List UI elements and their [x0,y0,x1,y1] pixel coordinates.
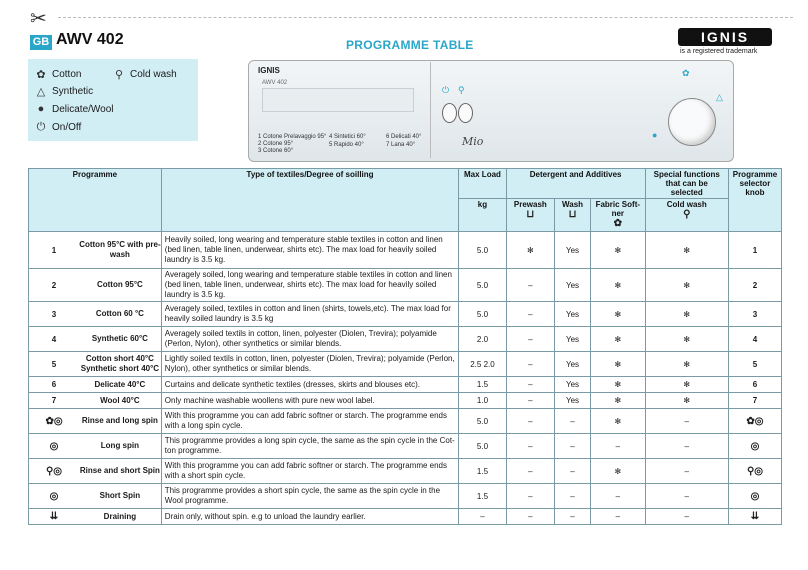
row-name: Long spin [100,441,139,450]
power-icon: ⏻ [442,85,450,95]
row-number: 1 [51,245,57,255]
panel-program-5: 5 Rapido 40° [329,142,364,148]
cold-wash-icon: ⚲ [114,69,124,81]
row-number: 5 [51,359,57,369]
row-prewash: – [506,409,554,434]
kg-label: kg [477,200,488,209]
row-name: Delicate 40°C [94,379,146,389]
row-softener: ✻ [591,393,646,409]
col-cold-wash [645,199,728,232]
panel-model: AWV 402 [262,80,288,86]
rinse-spin-icon: ✿◎ [728,409,781,434]
row-number: 4 [51,334,57,344]
row-name: Wool 40°C [100,395,140,405]
row-knob: 5 [728,352,781,377]
row-number: 3 [51,309,57,319]
row-programme [29,509,162,525]
row-number: 6 [51,380,57,389]
cold-wash-label: Cold wash [666,200,707,209]
row-programme [29,409,162,434]
row-cold: ✻ [645,269,728,302]
row-prewash: – [506,352,554,377]
table-row [29,232,782,269]
row-knob: 2 [728,269,781,302]
row-wash: – [555,409,591,434]
row-softener: ✻ [591,377,646,393]
cold-wash-icon: ⚲ [683,209,691,220]
softener-compartment-icon: ✿ [613,218,622,229]
row-desc: This programme provides a short spin cycle, the same as the spin cycle in the Wool programme. [161,484,459,509]
draining-icon: ⇊ [49,511,59,522]
row-programme [29,232,162,269]
legend-synthetic-label: Synthetic [52,86,94,97]
panel-program-1: 1 Cotone Prelavaggio 95° [258,134,327,140]
delicate-icon: ● [37,103,45,115]
row-desc: Lightly soiled textils in cotton, linen, polyester (Diolen, Trevira); polyamide (Perlon, Nylon), other synthetics or similar blends. [161,352,459,377]
panel-program-4: 4 Sintetici 60° [329,134,366,140]
table-row [29,352,782,377]
row-cold: – [645,409,728,434]
row-prewash: – [506,484,554,509]
row-cold: – [645,459,728,484]
cut-line [58,17,793,18]
row-desc: This programme provides a long spin cycle, the same as the spin cycle in the Cot-ton programme. [161,434,459,459]
delicate-icon: ● [652,130,658,140]
row-name: Synthetic 60°C [91,334,148,343]
legend-cold-wash [112,68,177,81]
cotton-icon: ✿ [682,68,690,78]
col-prewash [506,199,554,232]
legend-box [28,59,198,141]
long-spin-icon: ◎ [49,440,59,452]
row-prewash: – [506,509,554,525]
row-load: 1.5 [459,459,506,484]
row-wash: – [555,434,591,459]
row-programme [29,459,162,484]
row-softener: – [591,484,646,509]
row-load: 1.0 [459,393,506,409]
softener-label: Fabric Soft-ner [595,200,641,218]
table-row [29,459,782,484]
row-desc: With this programme you can add fabric softner or starch. The programme ends with a short spin cycle. [161,459,459,484]
draining-icon: ⇊ [728,509,781,525]
panel-program-2: 2 Cotone 95° [258,141,294,147]
brand-logo: IGNIS [678,28,772,46]
row-desc: With this programme you can add fabric softner or starch. The programme ends with a long spin cycle. [161,409,459,434]
row-prewash: – [506,434,554,459]
row-desc: Only machine washable woollens with pure new wool label. [161,393,459,409]
row-cold: ✻ [645,232,728,269]
legend-onoff [34,121,81,134]
row-softener: ✻ [591,352,646,377]
row-name: Cotton short 40°C Synthetic short 40°C [80,354,160,373]
panel-program-6: 6 Delicati 40° [386,134,422,140]
programme-table [28,168,782,525]
table-row [29,302,782,327]
row-name: Rinse and short Spin [79,466,160,475]
row-programme [29,393,162,409]
table-row [29,377,782,393]
row-cold: – [645,509,728,525]
row-load: 5.0 [459,409,506,434]
row-wash: Yes [555,393,591,409]
row-prewash: – [506,269,554,302]
page-title: PROGRAMME TABLE [346,38,474,52]
row-cold: ✻ [645,377,728,393]
row-load: 5.0 [459,269,506,302]
row-load: 2.0 [459,327,506,352]
row-softener: ✻ [591,327,646,352]
panel-mio-logo: Mio [462,135,484,148]
col-selector: Programme selector knob [728,169,781,232]
table-row [29,434,782,459]
col-type: Type of textiles/Degree of soilling [161,169,459,232]
table-row [29,484,782,509]
row-wash: Yes [555,302,591,327]
row-softener: – [591,509,646,525]
row-desc: Averagely soiled textils in cotton, linen, polyester (Diolen, Trevira); polyamide (Perlon, Nylon), other synthetics or similar blends. [161,327,459,352]
model-title: AWV 402 [56,31,124,48]
col-detergent: Detergent and Additives [506,169,645,199]
row-cold: ✻ [645,393,728,409]
row-knob: 1 [728,232,781,269]
row-softener: ✻ [591,269,646,302]
row-knob: 6 [728,377,781,393]
row-softener: – [591,434,646,459]
table-row [29,269,782,302]
row-name: Rinse and long spin [81,416,158,425]
legend-synthetic [34,85,93,98]
short-spin-icon: ◎ [49,490,59,502]
row-softener: ✻ [591,302,646,327]
col-wash [555,199,591,232]
row-prewash: – [506,327,554,352]
row-load: 5.0 [459,302,506,327]
onoff-button[interactable] [442,103,457,123]
row-prewash: – [506,302,554,327]
col-max-load: Max Load [459,169,506,199]
rinse-short-spin-icon: ⚲◎ [45,465,63,477]
table-row [29,327,782,352]
row-prewash: – [506,377,554,393]
row-programme [29,434,162,459]
row-desc: Heavily soiled, long wearing and temperature stable textiles in cotton and linen (bed linen, table linen, underwear, shirts etc). The max load for heavily soiled laundry is 3.5 kg. [161,232,459,269]
legend-onoff-label: On/Off [52,122,82,133]
row-name: Short Spin [99,491,141,500]
legend-delicate [34,103,114,115]
row-programme [29,484,162,509]
legend-cotton [34,68,81,81]
row-desc: Averagely soiled, long wearing and temperature stable textiles in cotton and linen (bed linen, table linen, underwear, shirts etc). The max load for heavily soiled laundry is 3.5 kg. [161,269,459,302]
col-programme: Programme [29,169,162,232]
row-wash: Yes [555,352,591,377]
language-badge: GB [30,35,52,50]
row-knob: 3 [728,302,781,327]
power-icon: ⏻ [36,121,46,133]
row-knob: 4 [728,327,781,352]
row-name: Draining [103,511,137,521]
row-prewash: – [506,393,554,409]
wash-label: Wash [562,200,584,209]
row-knob: 7 [728,393,781,409]
cotton-icon: ✿ [36,69,46,81]
table-row [29,509,782,525]
row-name: Cotton 60 °C [95,309,144,318]
row-wash: Yes [555,269,591,302]
row-load: 5.0 [459,434,506,459]
rinse-spin-icon: ✿◎ [45,415,63,427]
row-programme [29,269,162,302]
row-desc: Drain only, without spin. e.g to unload the laundry earlier. [161,509,459,525]
row-cold: – [645,434,728,459]
panel-program-7: 7 Lana 40° [386,142,416,148]
brand-tagline: is a registered trademark [680,48,758,55]
row-name: Cotton 95°C [96,280,143,289]
row-load: 2.5 2.0 [459,352,506,377]
row-softener: ✻ [591,232,646,269]
row-programme [29,302,162,327]
detergent-drawer [262,88,414,112]
cold-wash-button[interactable] [458,103,473,123]
table-row [29,393,782,409]
row-desc: Averagely soiled, textiles in cotton and linen (shirts, towels,etc). The max load for heavily soiled laundry is 3.5 kg [161,302,459,327]
row-load: 1.5 [459,484,506,509]
short-spin-icon: ◎ [728,484,781,509]
row-wash: – [555,509,591,525]
row-cold: ✻ [645,327,728,352]
row-programme [29,352,162,377]
row-name: Cotton 95°C with pre-wash [79,240,161,259]
table-row [29,409,782,434]
synthetic-icon: △ [36,86,46,98]
col-kg [459,199,506,232]
row-programme [29,377,162,393]
prewash-label: Prewash [513,200,547,209]
row-softener: ✻ [591,459,646,484]
row-softener: ✻ [591,409,646,434]
row-wash: Yes [555,377,591,393]
programme-selector-knob[interactable] [668,98,716,146]
col-special: Special functions that can be selected [645,169,728,199]
legend-cotton-label: Cotton [52,69,82,80]
cold-wash-icon: ⚲ [458,85,465,95]
row-wash: – [555,459,591,484]
long-spin-icon: ◎ [728,434,781,459]
row-wash: – [555,484,591,509]
row-cold: ✻ [645,302,728,327]
wash-compartment-icon: ⊔ [568,209,577,220]
row-prewash: – [506,459,554,484]
prewash-compartment-icon: ⊔ [526,209,535,220]
row-load: 1.5 [459,377,506,393]
row-wash: Yes [555,327,591,352]
row-cold: – [645,484,728,509]
col-softener [591,199,646,232]
legend-cold-wash-label: Cold wash [130,69,177,80]
synthetic-icon: △ [716,92,723,102]
row-number: 2 [51,280,57,290]
row-cold: ✻ [645,352,728,377]
row-wash: Yes [555,232,591,269]
panel-brand: IGNIS [258,66,280,75]
panel-program-3: 3 Cotone 60° [258,148,294,154]
panel-divider [430,62,431,158]
row-load: 5.0 [459,232,506,269]
scissors-icon: ✂ [30,8,47,30]
row-desc: Curtains and delicate synthetic textiles (dresses, skirts and blouses etc). [161,377,459,393]
row-number: 7 [51,396,57,405]
row-prewash: ✻ [506,232,554,269]
row-load: – [459,509,506,525]
legend-delicate-label: Delicate/Wool [52,103,114,115]
row-programme [29,327,162,352]
rinse-short-spin-icon: ⚲◎ [728,459,781,484]
